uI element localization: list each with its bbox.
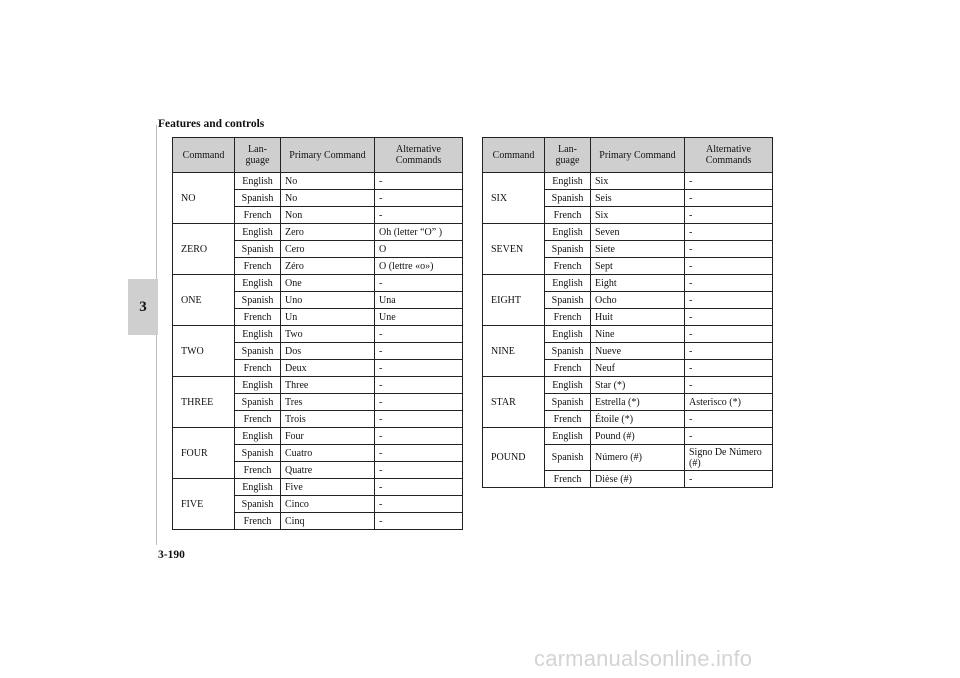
primary-command-cell: Número (#)	[591, 445, 685, 471]
language-cell: Spanish	[545, 190, 591, 207]
alternative-command-cell: -	[685, 360, 773, 377]
primary-command-cell: Seven	[591, 224, 685, 241]
language-cell: English	[235, 479, 281, 496]
primary-command-cell: No	[281, 190, 375, 207]
primary-command-cell: One	[281, 275, 375, 292]
alternative-command-cell: -	[375, 377, 463, 394]
header-language: Lan- guage	[235, 138, 281, 173]
language-cell: English	[235, 173, 281, 190]
language-cell: Spanish	[235, 445, 281, 462]
primary-command-cell: Siete	[591, 241, 685, 258]
command-cell: ONE	[173, 275, 235, 326]
alternative-command-cell: -	[375, 445, 463, 462]
language-cell: Spanish	[545, 445, 591, 471]
table-row	[173, 224, 463, 241]
language-cell: English	[235, 428, 281, 445]
command-cell: SIX	[483, 173, 545, 224]
language-cell: Spanish	[235, 496, 281, 513]
alternative-command-cell: -	[685, 377, 773, 394]
table-row	[173, 275, 463, 292]
alternative-command-cell: -	[685, 207, 773, 224]
alternative-command-cell: O (lettre «o»)	[375, 258, 463, 275]
table-row	[173, 173, 463, 190]
alternative-command-cell: -	[375, 173, 463, 190]
language-cell: Spanish	[235, 241, 281, 258]
alternative-command-cell: -	[685, 343, 773, 360]
alternative-command-cell: -	[375, 462, 463, 479]
alternative-command-cell: O	[375, 241, 463, 258]
primary-command-cell: Dos	[281, 343, 375, 360]
alternative-command-cell: -	[685, 471, 773, 488]
command-cell: FOUR	[173, 428, 235, 479]
primary-command-cell: Sept	[591, 258, 685, 275]
table-row	[173, 428, 463, 445]
language-cell: Spanish	[235, 292, 281, 309]
command-cell: TWO	[173, 326, 235, 377]
primary-command-cell: Six	[591, 207, 685, 224]
side-rule	[156, 125, 157, 545]
alternative-command-cell: -	[375, 513, 463, 530]
table-row	[173, 479, 463, 496]
alternative-command-cell: Una	[375, 292, 463, 309]
command-cell: POUND	[483, 428, 545, 488]
language-cell: English	[545, 428, 591, 445]
command-cell: SEVEN	[483, 224, 545, 275]
alternative-command-cell: Oh (letter “O” )	[375, 224, 463, 241]
primary-command-cell: Cuatro	[281, 445, 375, 462]
language-cell: French	[545, 309, 591, 326]
command-cell: FIVE	[173, 479, 235, 530]
alternative-command-cell: -	[375, 360, 463, 377]
alternative-command-cell: -	[375, 275, 463, 292]
alternative-command-cell: -	[685, 292, 773, 309]
primary-command-cell: Cero	[281, 241, 375, 258]
language-cell: English	[235, 377, 281, 394]
page-number: 3-190	[158, 549, 185, 561]
alternative-command-cell: -	[685, 224, 773, 241]
primary-command-cell: Estrella (*)	[591, 394, 685, 411]
language-cell: French	[545, 207, 591, 224]
table-row	[483, 224, 773, 241]
primary-command-cell: Un	[281, 309, 375, 326]
language-cell: Spanish	[545, 343, 591, 360]
language-cell: French	[235, 309, 281, 326]
alternative-command-cell: -	[375, 479, 463, 496]
table-row	[483, 326, 773, 343]
language-cell: French	[235, 462, 281, 479]
alternative-command-cell: -	[685, 275, 773, 292]
language-cell: English	[545, 275, 591, 292]
command-cell: THREE	[173, 377, 235, 428]
primary-command-cell: Étoile (*)	[591, 411, 685, 428]
alternative-command-cell: Signo De Número (#)	[685, 445, 773, 471]
primary-command-cell: Dièse (#)	[591, 471, 685, 488]
table-header-row	[483, 138, 773, 173]
primary-command-cell: Nine	[591, 326, 685, 343]
chapter-tab: 3	[128, 279, 158, 335]
alternative-command-cell: -	[685, 428, 773, 445]
primary-command-cell: Star (*)	[591, 377, 685, 394]
alternative-command-cell: Une	[375, 309, 463, 326]
alternative-command-cell: -	[375, 326, 463, 343]
primary-command-cell: Five	[281, 479, 375, 496]
primary-command-cell: Cinq	[281, 513, 375, 530]
language-cell: French	[235, 360, 281, 377]
header-language: Lan- guage	[545, 138, 591, 173]
primary-command-cell: Three	[281, 377, 375, 394]
language-cell: French	[545, 258, 591, 275]
command-cell: EIGHT	[483, 275, 545, 326]
header-alternative-commands: Alternative Commands	[685, 138, 773, 173]
language-cell: Spanish	[545, 394, 591, 411]
header-command: Command	[173, 138, 235, 173]
primary-command-cell: Four	[281, 428, 375, 445]
alternative-command-cell: -	[685, 173, 773, 190]
header-primary-command: Primary Command	[281, 138, 375, 173]
language-cell: French	[545, 360, 591, 377]
alternative-command-cell: -	[375, 343, 463, 360]
language-cell: Spanish	[235, 394, 281, 411]
alternative-command-cell: -	[375, 207, 463, 224]
language-cell: English	[545, 173, 591, 190]
language-cell: English	[545, 224, 591, 241]
alternative-command-cell: -	[685, 258, 773, 275]
primary-command-cell: Tres	[281, 394, 375, 411]
table-row	[483, 428, 773, 445]
command-cell: NINE	[483, 326, 545, 377]
header-alternative-commands: Alternative Commands	[375, 138, 463, 173]
language-cell: French	[235, 513, 281, 530]
alternative-command-cell: -	[375, 496, 463, 513]
alternative-command-cell: -	[685, 241, 773, 258]
language-cell: English	[545, 377, 591, 394]
language-cell: Spanish	[545, 241, 591, 258]
watermark: carmanualsonline.info	[534, 646, 753, 671]
table-row	[483, 377, 773, 394]
primary-command-cell: Uno	[281, 292, 375, 309]
primary-command-cell: Quatre	[281, 462, 375, 479]
language-cell: Spanish	[235, 190, 281, 207]
primary-command-cell: Seis	[591, 190, 685, 207]
language-cell: English	[235, 326, 281, 343]
right-command-table	[482, 137, 773, 488]
primary-command-cell: Nueve	[591, 343, 685, 360]
primary-command-cell: Eight	[591, 275, 685, 292]
header-command: Command	[483, 138, 545, 173]
header-primary-command: Primary Command	[591, 138, 685, 173]
table-row	[173, 326, 463, 343]
alternative-command-cell: -	[375, 190, 463, 207]
alternative-command-cell: Asterisco (*)	[685, 394, 773, 411]
alternative-command-cell: -	[375, 394, 463, 411]
command-cell: STAR	[483, 377, 545, 428]
language-cell: English	[545, 326, 591, 343]
primary-command-cell: Neuf	[591, 360, 685, 377]
language-cell: English	[235, 275, 281, 292]
primary-command-cell: Deux	[281, 360, 375, 377]
language-cell: Spanish	[545, 292, 591, 309]
primary-command-cell: Non	[281, 207, 375, 224]
language-cell: French	[235, 258, 281, 275]
language-cell: French	[235, 411, 281, 428]
alternative-command-cell: -	[375, 411, 463, 428]
primary-command-cell: Six	[591, 173, 685, 190]
primary-command-cell: Zéro	[281, 258, 375, 275]
primary-command-cell: Ocho	[591, 292, 685, 309]
alternative-command-cell: -	[685, 309, 773, 326]
primary-command-cell: Two	[281, 326, 375, 343]
language-cell: French	[235, 207, 281, 224]
primary-command-cell: Zero	[281, 224, 375, 241]
table-row	[483, 173, 773, 190]
primary-command-cell: Huit	[591, 309, 685, 326]
table-row	[483, 275, 773, 292]
alternative-command-cell: -	[685, 190, 773, 207]
language-cell: English	[235, 224, 281, 241]
primary-command-cell: Pound (#)	[591, 428, 685, 445]
alternative-command-cell: -	[685, 326, 773, 343]
language-cell: French	[545, 471, 591, 488]
primary-command-cell: Trois	[281, 411, 375, 428]
left-command-table	[172, 137, 463, 530]
primary-command-cell: No	[281, 173, 375, 190]
primary-command-cell: Cinco	[281, 496, 375, 513]
command-cell: ZERO	[173, 224, 235, 275]
language-cell: Spanish	[235, 343, 281, 360]
command-cell: NO	[173, 173, 235, 224]
section-header: Features and controls	[158, 118, 265, 130]
alternative-command-cell: -	[375, 428, 463, 445]
alternative-command-cell: -	[685, 411, 773, 428]
language-cell: French	[545, 411, 591, 428]
table-row	[173, 377, 463, 394]
table-header-row	[173, 138, 463, 173]
